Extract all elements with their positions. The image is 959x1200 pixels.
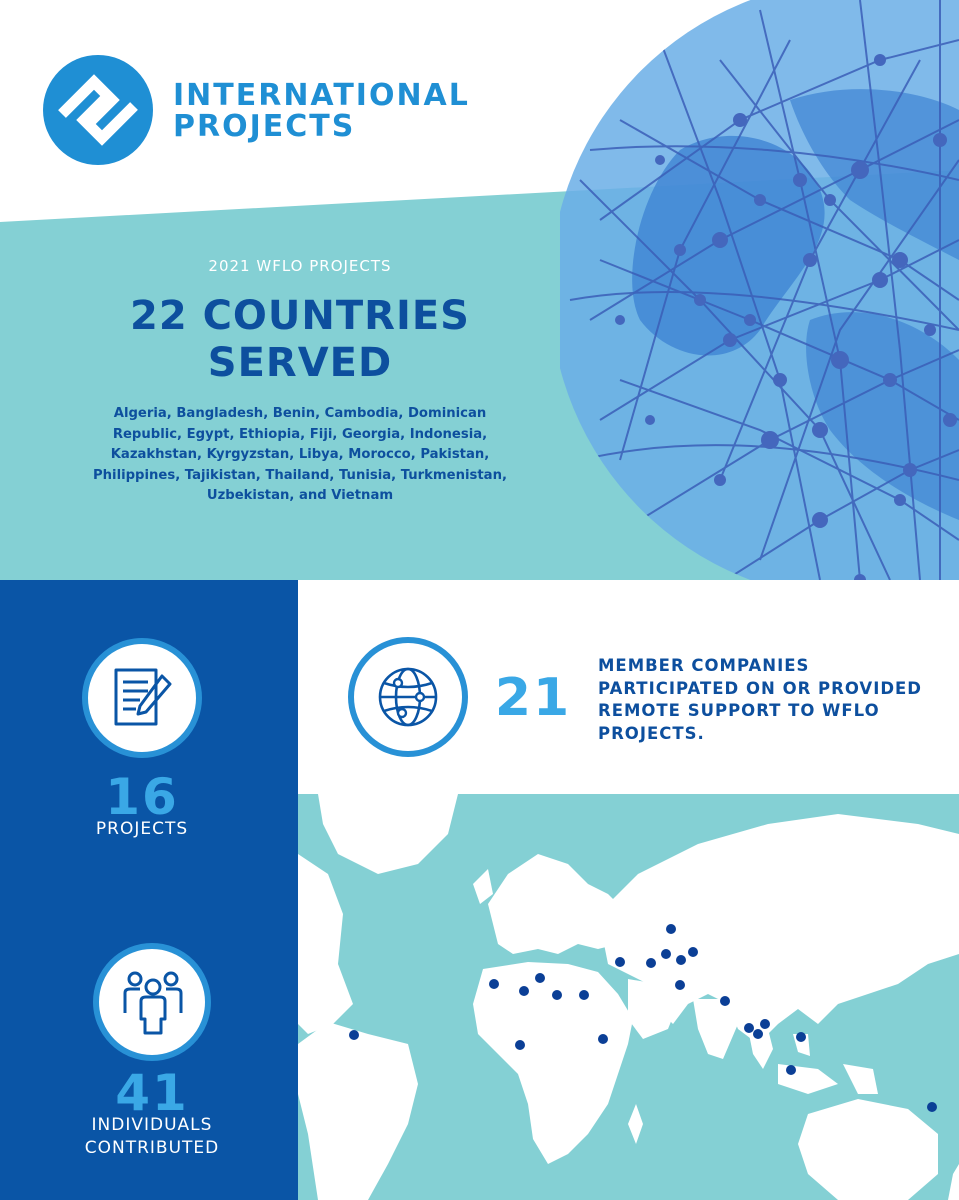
- hero-headline: [60, 293, 540, 387]
- projects-label: PROJECTS: [95, 819, 189, 839]
- individuals-label-line2: CONTRIBUTED: [84, 1138, 220, 1158]
- network-globe-icon: [560, 0, 959, 580]
- logo-title-line2: PROJECTS: [173, 109, 356, 144]
- individuals-icon-circle: [93, 943, 211, 1061]
- individuals-label: [10, 1114, 294, 1160]
- wflo-logo-icon: [42, 54, 154, 166]
- countries-list: Algeria, Bangladesh, Benin, Cambodia, Dominican Republic, Egypt, Ethiopia, Fiji, Georgia, Indonesia, Kazakhstan, Kyrgyzstan, Libya, Morocco, Pakistan, Philippines, Tajikistan, Thailand, Tunisia, Turkmenistan, Uzbekistan, and Vietnam: [93, 406, 507, 503]
- projects-number: 16: [105, 768, 179, 826]
- people-group-icon: [121, 969, 185, 1037]
- members-number: 21: [494, 668, 572, 728]
- logo-title: [173, 80, 470, 142]
- document-pen-icon: [110, 666, 174, 730]
- globe-icon: [376, 665, 440, 729]
- headline-line1: 22 COUNTRIES: [129, 293, 470, 339]
- logo-title-line1: INTERNATIONAL: [173, 78, 470, 113]
- members-icon-circle: [348, 637, 468, 757]
- headline-line2: SERVED: [207, 340, 393, 386]
- members-text: MEMBER COMPANIES PARTICIPATED ON OR PROVIDED REMOTE SUPPORT TO WFLO PROJECTS.: [598, 656, 922, 743]
- individuals-number: 41: [115, 1064, 189, 1122]
- hero-subtitle: 2021 WFLO PROJECTS: [208, 257, 392, 275]
- world-map-icon: [298, 794, 959, 1200]
- individuals-label-line1: INDIVIDUALS: [91, 1115, 213, 1135]
- projects-icon-circle: [82, 638, 202, 758]
